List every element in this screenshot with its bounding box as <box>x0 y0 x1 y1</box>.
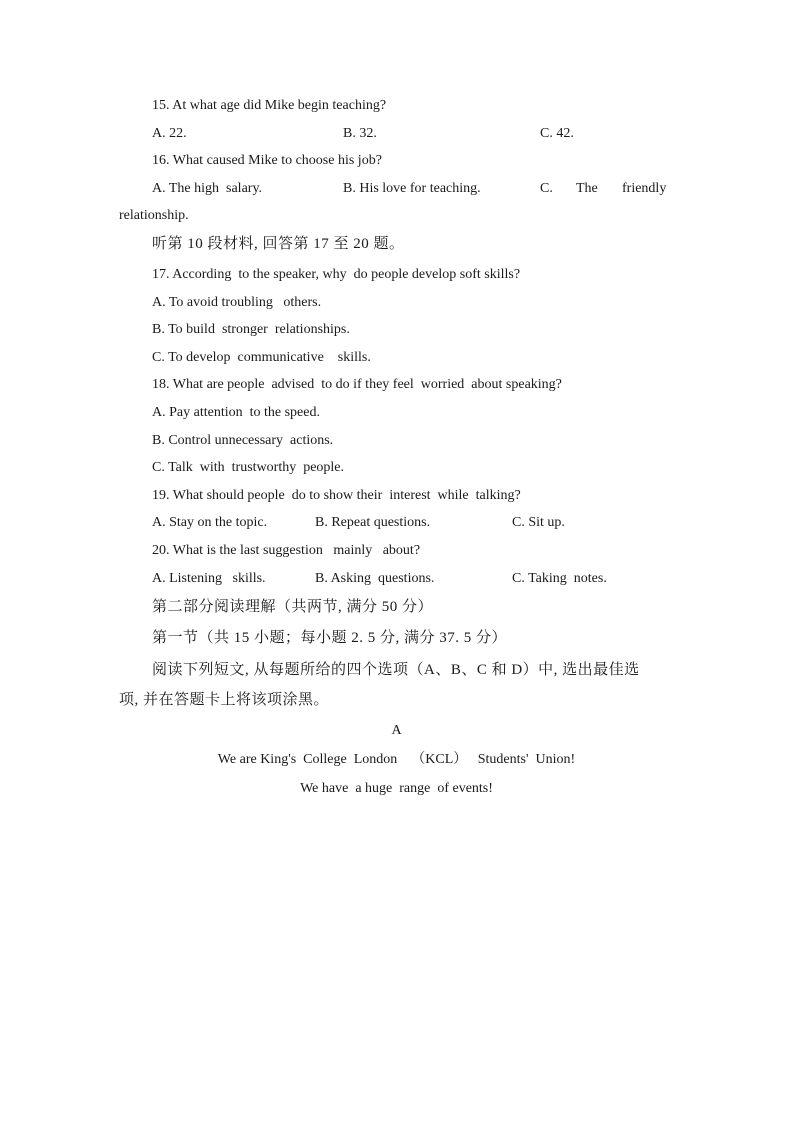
q15-option-c: C. 42. <box>540 126 574 141</box>
q20-option-c: C. Taking notes. <box>512 571 607 586</box>
passage-heading-line-1: We are King's College London （KCL） Students' Union! <box>217 752 576 767</box>
q16-option-c-word2: friendly <box>622 181 667 196</box>
q20-option-a: A. Listening skills. <box>152 571 266 586</box>
instruction-line-1: 阅读下列短文, 从每题所给的四个选项（A、B、C 和 D）中, 选出最佳选 <box>152 662 640 678</box>
q16-option-c-word1: The <box>576 181 598 196</box>
q16-option-b: B. His love for teaching. <box>343 181 481 196</box>
question-15-stem: 15. At what age did Mike begin teaching? <box>152 98 387 113</box>
q16-option-c-label: C. <box>540 181 553 196</box>
q19-option-c: C. Sit up. <box>512 515 565 530</box>
q15-option-b: B. 32. <box>343 126 377 141</box>
question-17-stem: 17. According to the speaker, why do people develop soft skills? <box>152 267 521 282</box>
passage-letter: A <box>391 723 402 738</box>
question-20-stem: 20. What is the last suggestion mainly about? <box>152 543 421 558</box>
q20-option-b: B. Asking questions. <box>315 571 435 586</box>
q16-option-a: A. The high salary. <box>152 181 263 196</box>
question-19-stem: 19. What should people do to show their interest while talking? <box>152 488 521 503</box>
q17-option-b: B. To build stronger relationships. <box>152 322 350 337</box>
q15-option-a: A. 22. <box>152 126 187 141</box>
passage-heading-line-2: We have a huge range of events! <box>300 781 493 796</box>
question-16-stem: 16. What caused Mike to choose his job? <box>152 153 382 168</box>
question-18-stem: 18. What are people advised to do if they feel worried about speaking? <box>152 377 562 392</box>
q16-option-c-continuation: relationship. <box>119 208 189 223</box>
q18-option-a: A. Pay attention to the speed. <box>152 405 320 420</box>
part-2-title: 第二部分阅读理解（共两节, 满分 50 分） <box>152 599 434 615</box>
section-1-title: 第一节（共 15 小题；每小题 2. 5 分, 满分 37. 5 分） <box>152 630 508 646</box>
q17-option-c: C. To develop communicative skills. <box>152 350 371 365</box>
q19-option-a: A. Stay on the topic. <box>152 515 268 530</box>
q17-option-a: A. To avoid troubling others. <box>152 295 322 310</box>
q19-option-b: B. Repeat questions. <box>315 515 431 530</box>
instruction-line-2: 项, 并在答题卡上将该项涂黑。 <box>119 692 330 708</box>
q18-option-c: C. Talk with trustworthy people. <box>152 460 345 475</box>
section-10-heading: 听第 10 段材料, 回答第 17 至 20 题。 <box>152 236 405 252</box>
q18-option-b: B. Control unnecessary actions. <box>152 433 334 448</box>
